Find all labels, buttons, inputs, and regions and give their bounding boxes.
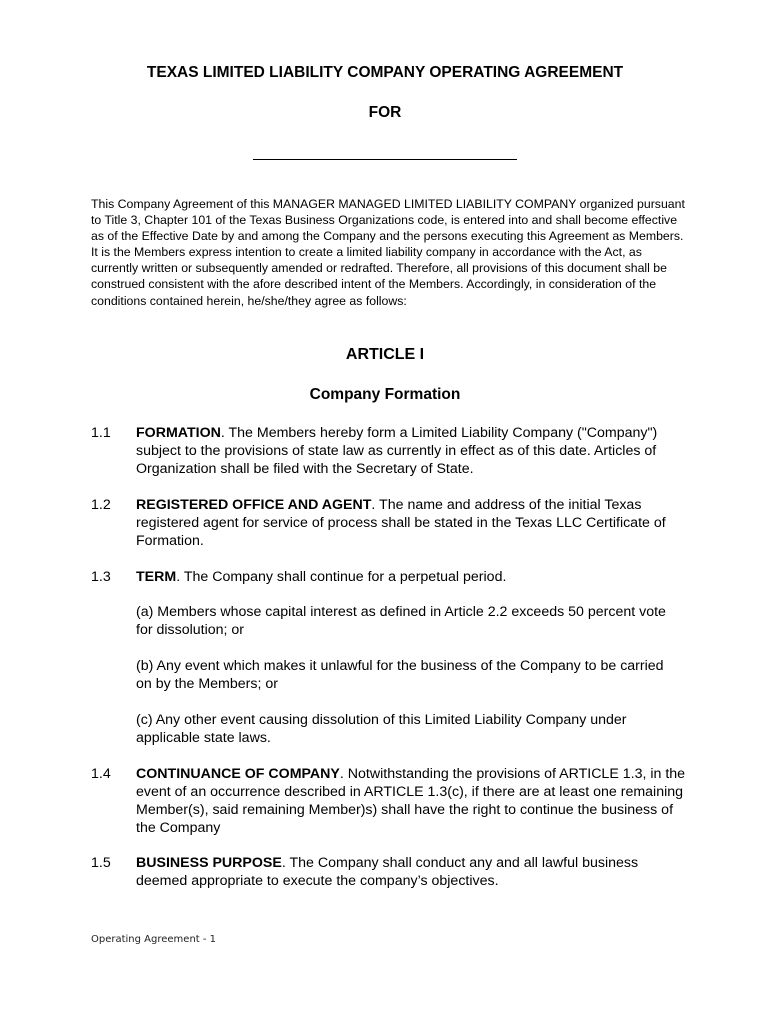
section-title: CONTINUANCE OF COMPANY: [136, 766, 340, 782]
section-body: [136, 765, 691, 837]
section-text: . The Company shall conduct any and all lawful business deemed appropriate to execute the company’s objectives.: [136, 855, 639, 889]
section-body: [136, 424, 691, 478]
term-subitem-b: (b) Any event which makes it unlawful for the business of the Company to be carried on by the Members; or: [136, 658, 664, 692]
section-number: 1.2: [91, 497, 111, 513]
page-footer: Operating Agreement - 1: [91, 934, 217, 945]
article-title: Company Formation: [309, 386, 461, 403]
section-text: . Notwithstanding the provisions of ARTICLE 1.3, in the event of an occurrence described in ARTICLE 1.3(c), if there are at least one remaining Member(s), said remaining Member)s) shall have the right to continue the business of the Company: [136, 766, 686, 836]
section-title: FORMATION: [136, 425, 221, 441]
section-number: 1.5: [91, 855, 111, 871]
section-title: TERM: [136, 569, 177, 585]
for-label: FOR: [368, 104, 402, 121]
section-text: . The Company shall continue for a perpetual period.: [176, 569, 507, 585]
section-body: [136, 496, 691, 550]
article-number: ARTICLE I: [345, 346, 425, 363]
document-title: TEXAS LIMITED LIABILITY COMPANY OPERATING AGREEMENT: [146, 64, 624, 81]
term-subitem-a: (a) Members whose capital interest as defined in Article 2.2 exceeds 50 percent vote for dissolution; or: [136, 604, 666, 638]
section-number: 1.1: [91, 425, 111, 441]
section-number: 1.4: [91, 766, 111, 782]
intro-paragraph: This Company Agreement of this MANAGER MANAGED LIMITED LIABILITY COMPANY organized pursuant to Title 3, Chapter 101 of the Texas Business Organizations code, is entered into and shall become effective as of the Effective Date by and among the Company and the persons executing this Agreement as Members. It is the Members express intention to create a limited liability company in accordance with the Act, as currently written or subsequently amended or redrafted. Therefore, all provisions of this document shall be construed consistent with the afore described intent of the Members. Accordingly, in consideration of the conditions contained herein, he/she/they agree as follows:: [91, 197, 685, 308]
section-body: [136, 854, 691, 890]
section-title: BUSINESS PURPOSE: [136, 855, 282, 871]
section-body: [136, 568, 691, 586]
company-name-blank-line: [253, 159, 517, 160]
section-text: . The Members hereby form a Limited Liability Company ("Company") subject to the provisions of state law as currently in effect as of this date. Articles of Organization shall be filed with the Secretary of State.: [136, 425, 658, 477]
term-subitem-c: (c) Any other event causing dissolution of this Limited Liability Company under applicable state laws.: [136, 712, 627, 746]
section-title: REGISTERED OFFICE AND AGENT: [136, 497, 372, 513]
section-number: 1.3: [91, 569, 111, 585]
section-text: . The name and address of the initial Texas registered agent for service of process shall be stated in the Texas LLC Certificate of Formation.: [136, 497, 666, 549]
